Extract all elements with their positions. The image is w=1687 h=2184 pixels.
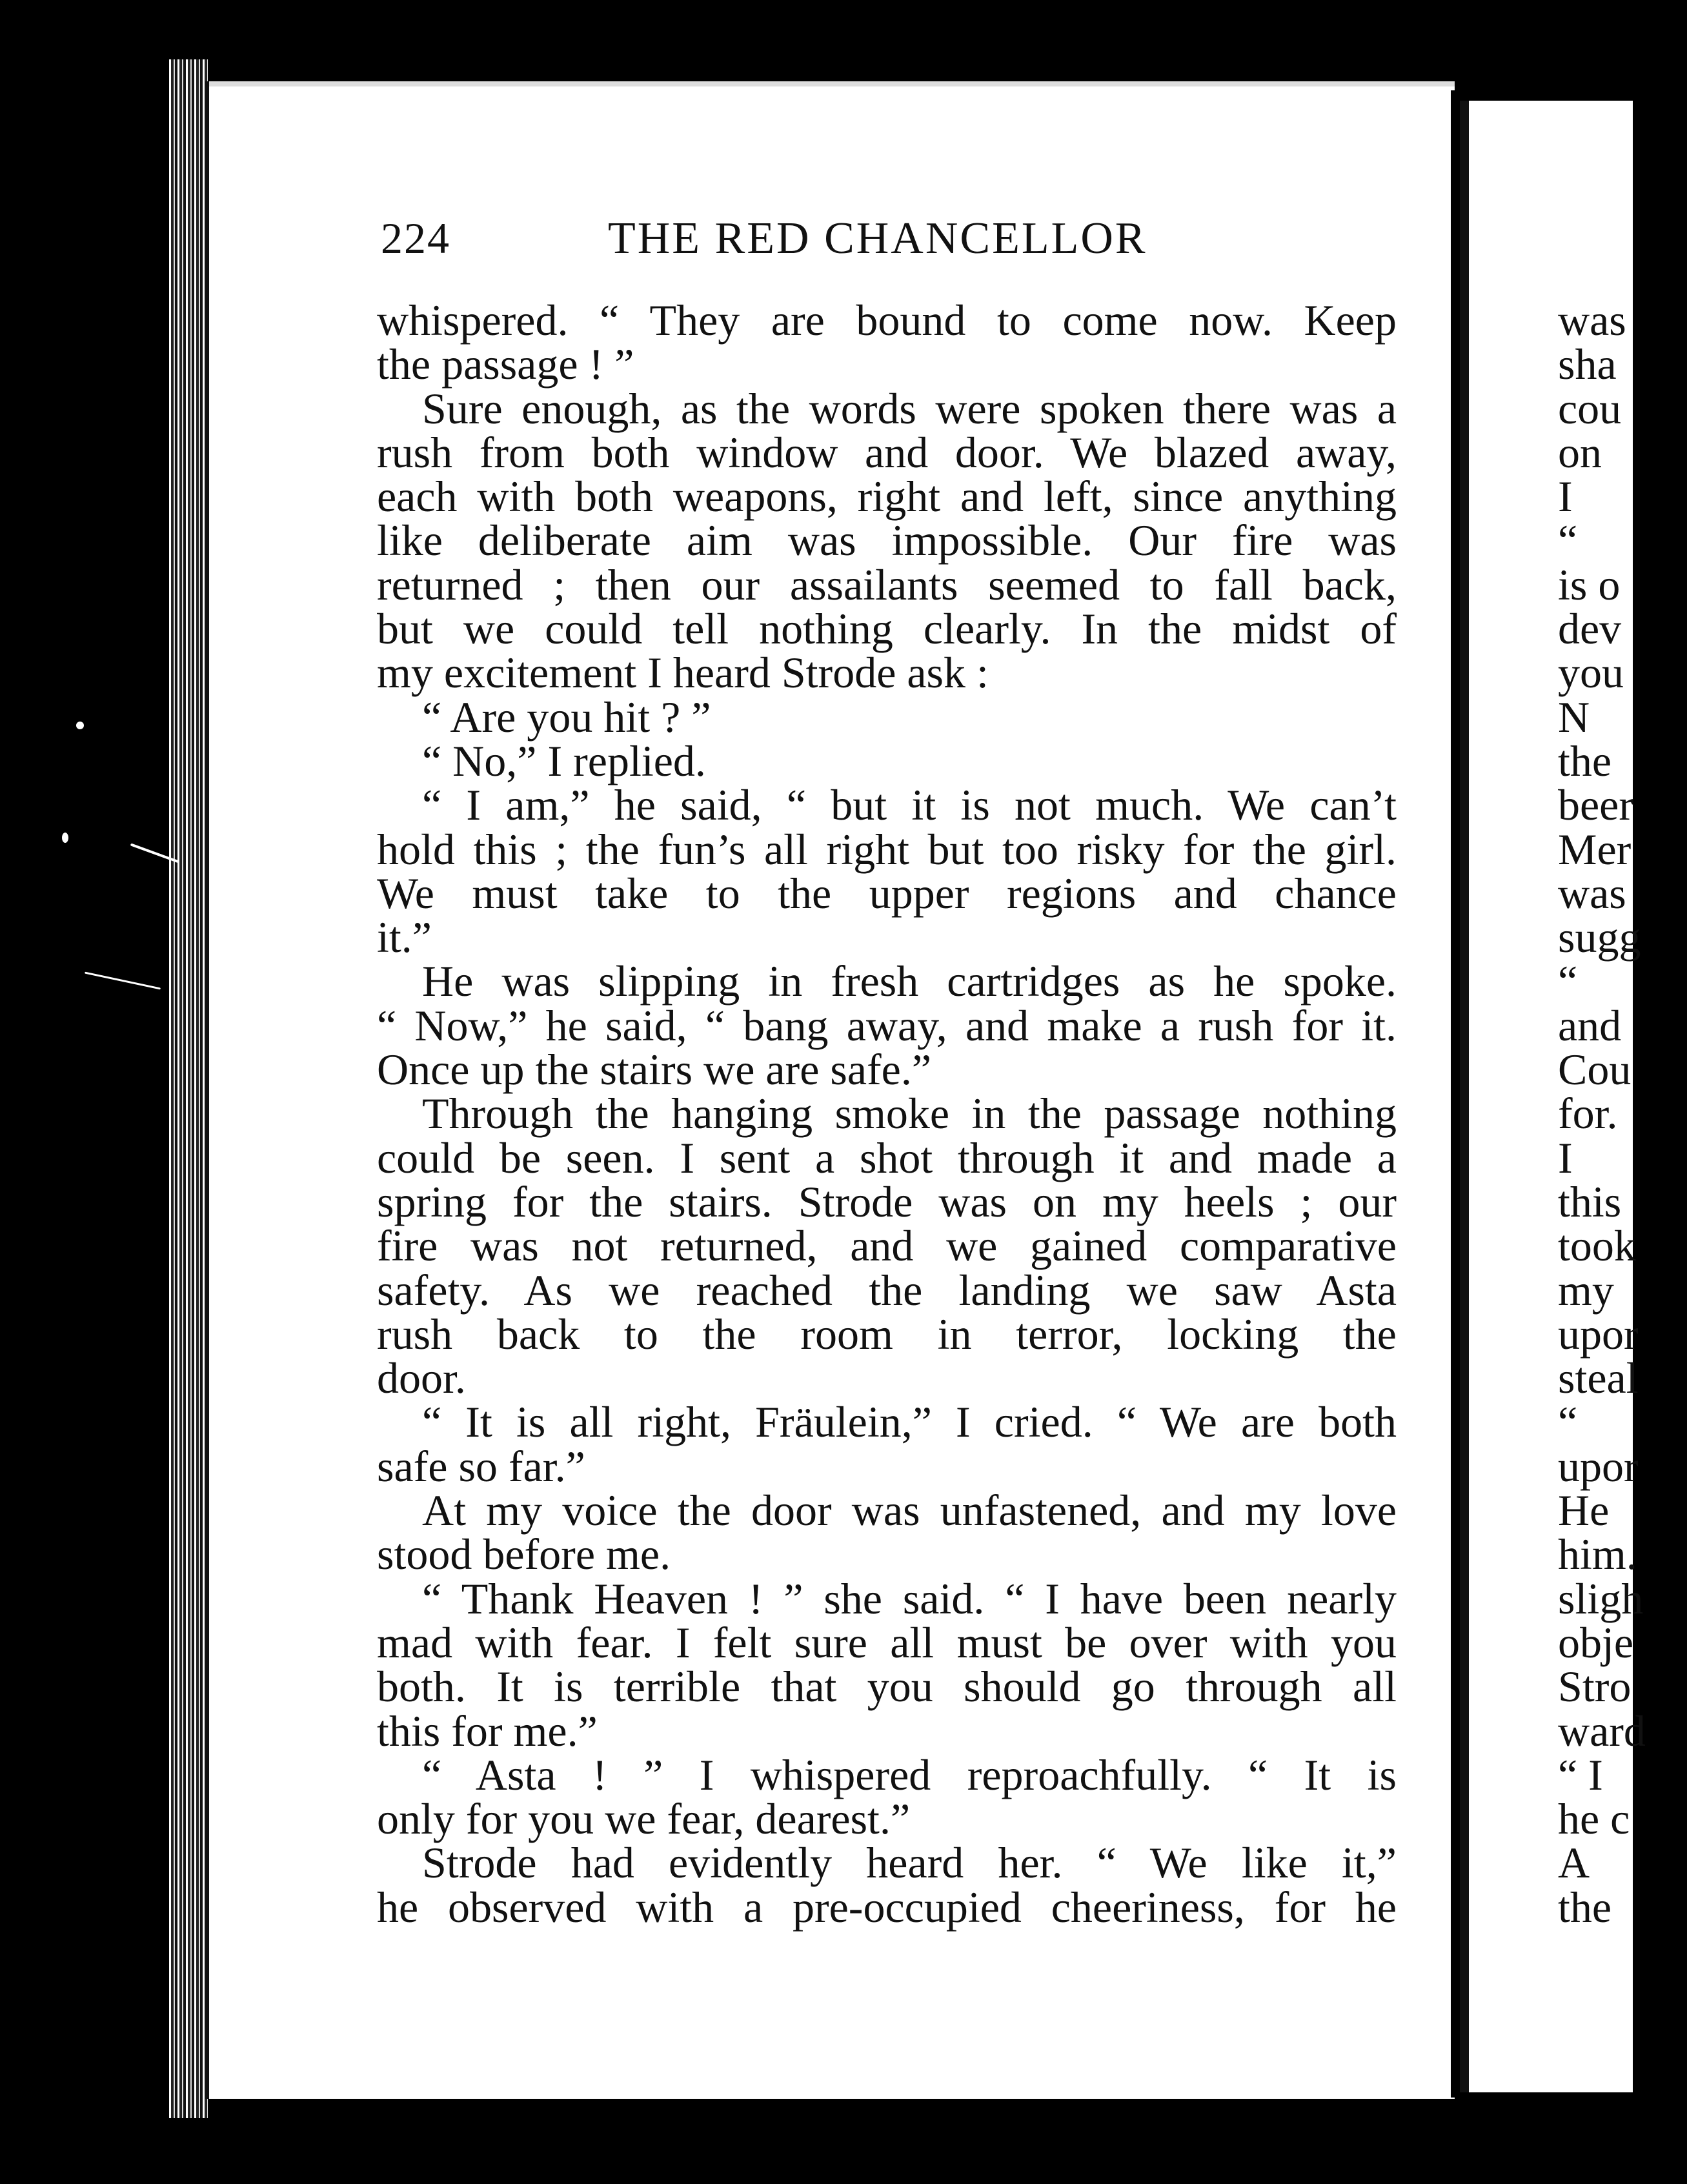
right-page-fragment: steal bbox=[1558, 1353, 1639, 1403]
text-line: mad with fear. I felt sure all must be over with you bbox=[377, 1617, 1397, 1667]
text-line: At my voice the door was unfastened, and my love bbox=[422, 1486, 1397, 1535]
right-page-fragment: sugg bbox=[1558, 913, 1641, 962]
running-title: THE RED CHANCELLOR bbox=[608, 214, 1147, 263]
right-page-fragment: and bbox=[1558, 1000, 1622, 1050]
text-line: fire was not returned, and we gained comparative bbox=[377, 1221, 1397, 1271]
text-line: safe so far.” bbox=[377, 1441, 585, 1491]
right-page-fragment: is o bbox=[1558, 560, 1621, 609]
text-line: “ It is all right, Fräulein,” I cried. “ We are both bbox=[422, 1397, 1397, 1447]
right-page-fragment: “ bbox=[1558, 516, 1578, 565]
text-line: He was slipping in fresh cartridges as he spoke. bbox=[422, 956, 1397, 1006]
text-line: rush from both window and door. We blazed away, bbox=[377, 427, 1397, 477]
right-page-fragment: “ I bbox=[1558, 1750, 1603, 1799]
right-page-fragment: Stro bbox=[1558, 1662, 1631, 1712]
page-number: 224 bbox=[381, 214, 450, 263]
page-header bbox=[381, 213, 1400, 271]
right-page-fragment: he c bbox=[1558, 1794, 1630, 1844]
right-page-fragment: took bbox=[1558, 1221, 1636, 1271]
right-page-fragment: on bbox=[1558, 427, 1602, 477]
right-page-fragment: sligh bbox=[1558, 1573, 1644, 1623]
text-line: “ Now,” he said, “ bang away, and make a rush for it. bbox=[377, 1000, 1397, 1050]
dust-speck bbox=[62, 833, 68, 843]
right-page-fragment: him. bbox=[1558, 1530, 1637, 1579]
text-line: We must take to the upper regions and chance bbox=[377, 868, 1397, 918]
text-line: it.” bbox=[377, 913, 432, 962]
right-page-fragment: ward bbox=[1558, 1706, 1646, 1755]
right-page-fragment: upor bbox=[1558, 1309, 1639, 1359]
text-line: only for you we fear, dearest.” bbox=[377, 1794, 911, 1844]
right-page-fragment: dev bbox=[1558, 604, 1622, 654]
text-line: rush back to the room in terror, locking the bbox=[377, 1309, 1397, 1359]
right-page-fragment: cou bbox=[1558, 383, 1622, 433]
text-line: my excitement I heard Strode ask : bbox=[377, 648, 989, 698]
right-page-fragment: my bbox=[1558, 1265, 1614, 1315]
text-line: could be seen. I sent a shot through it and made a bbox=[377, 1133, 1397, 1182]
right-page-fragment: beer bbox=[1558, 780, 1634, 830]
text-line: whispered. “ They are bound to come now. Keep bbox=[377, 296, 1397, 345]
body-text bbox=[377, 296, 1397, 1932]
right-page-fragment: He bbox=[1558, 1486, 1610, 1535]
page-edges bbox=[169, 59, 208, 2118]
text-line: “ Asta ! ” I whispered reproachfully. “ It is bbox=[422, 1750, 1397, 1799]
right-page-fragment: A bbox=[1558, 1838, 1590, 1888]
right-page-fragment: for. bbox=[1558, 1089, 1618, 1138]
right-page-fragment: was bbox=[1558, 296, 1626, 345]
dust-speck bbox=[76, 722, 84, 729]
text-line: the passage ! ” bbox=[377, 339, 634, 389]
text-line: hold this ; the fun’s all right but too risky for the girl. bbox=[377, 824, 1397, 874]
text-line: like deliberate aim was impossible. Our fire was bbox=[377, 516, 1397, 565]
right-page-fragment: Cou bbox=[1558, 1045, 1631, 1095]
right-page-fragment: sha bbox=[1558, 339, 1617, 389]
book-cover bbox=[0, 0, 169, 2184]
right-page-fragment: upor bbox=[1558, 1441, 1639, 1491]
right-page-fragment: the bbox=[1558, 1882, 1612, 1932]
right-page-fragment: I bbox=[1558, 472, 1573, 521]
right-page-fragment: “ bbox=[1558, 1397, 1578, 1447]
text-line: “ No,” I replied. bbox=[422, 736, 706, 785]
text-line: “ Are you hit ? ” bbox=[422, 692, 711, 742]
right-page-fragment: I bbox=[1558, 1133, 1573, 1182]
text-line: “ I am,” he said, “ but it is not much. We can’t bbox=[422, 780, 1397, 830]
text-line: both. It is terrible that you should go through all bbox=[377, 1662, 1397, 1712]
text-line: he observed with a pre-occupied cheeriness, for he bbox=[377, 1882, 1397, 1932]
right-page-fragment: Mer bbox=[1558, 824, 1631, 874]
text-line: safety. As we reached the landing we saw Asta bbox=[377, 1265, 1397, 1315]
text-line: Once up the stairs we are safe.” bbox=[377, 1045, 932, 1095]
text-line: Through the hanging smoke in the passage nothing bbox=[422, 1089, 1397, 1138]
right-page-fragment: obje bbox=[1558, 1617, 1634, 1667]
text-line: Strode had evidently heard her. “ We like it,” bbox=[422, 1838, 1397, 1888]
text-line: Sure enough, as the words were spoken there was a bbox=[422, 383, 1397, 433]
text-line: stood before me. bbox=[377, 1530, 671, 1579]
right-page-fragment: N bbox=[1558, 692, 1590, 742]
text-line: each with both weapons, right and left, since anything bbox=[377, 472, 1397, 521]
text-line: door. bbox=[377, 1353, 466, 1403]
right-page-fragment: “ bbox=[1558, 956, 1578, 1006]
text-line: returned ; then our assailants seemed to fall back, bbox=[377, 560, 1397, 609]
right-page-fragment: this bbox=[1558, 1177, 1622, 1226]
text-line: but we could tell nothing clearly. In the midst of bbox=[377, 604, 1397, 654]
right-page-text-fragments bbox=[1558, 296, 1687, 1932]
right-page-fragment: was bbox=[1558, 868, 1626, 918]
text-line: spring for the stairs. Strode was on my heels ; our bbox=[377, 1177, 1397, 1226]
text-line: “ Thank Heaven ! ” she said. “ I have been nearly bbox=[422, 1573, 1397, 1623]
right-page-fragment: you bbox=[1558, 648, 1624, 698]
text-line: this for me.” bbox=[377, 1706, 598, 1755]
right-page-fragment: the bbox=[1558, 736, 1612, 785]
